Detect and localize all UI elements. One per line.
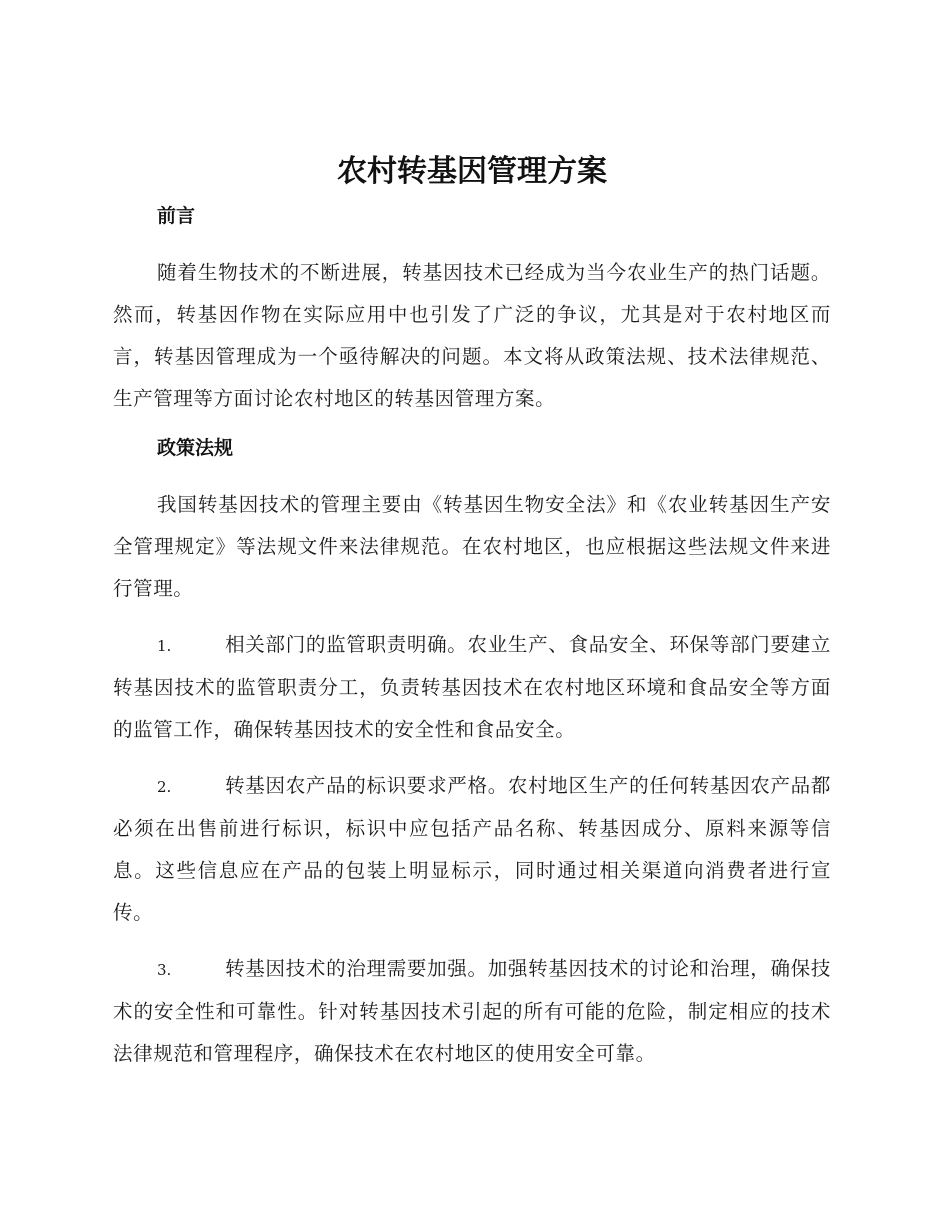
list-item-number: 3. <box>157 961 172 979</box>
section-heading-preface: 前言 <box>157 205 196 227</box>
list-item-text: 相关部门的监管职责明确。农业生产、食品安全、环保等部门要建立转基因技术的监管职责分工，负责转基因技术在农村地区环境和食品安全等方面的监管工作，确保转基因技术的安全性和食品安全。 <box>113 633 831 741</box>
section-preface <box>113 202 831 420</box>
list-item-text: 转基因技术的治理需要加强。加强转基因技术的讨论和治理，确保技术的安全性和可靠性。针对转基因技术引起的所有可能的危险，制定相应的技术法律规范和管理程序，确保技术在农村地区的使用安全可靠。 <box>113 957 831 1065</box>
document-page <box>113 150 831 1089</box>
preface-paragraph: 随着生物技术的不断进展，转基因技术已经成为当今农业生产的热门话题。然而，转基因作物在实际应用中也引发了广泛的争议，尤其是对于农村地区而言，转基因管理成为一个亟待解决的问题。本文将从政策法规、技术法律规范、生产管理等方面讨论农村地区的转基因管理方案。 <box>113 261 831 410</box>
list-item <box>113 624 831 751</box>
section-policy <box>113 434 831 1075</box>
list-item-number: 1. <box>157 637 172 655</box>
list-item-number: 2. <box>157 778 172 796</box>
policy-paragraph: 我国转基因技术的管理主要由《转基因生物安全法》和《农业转基因生产安全管理规定》等法规文件来法律规范。在农村地区，也应根据这些法规文件来进行管理。 <box>113 493 831 600</box>
list-item-text: 转基因农产品的标识要求严格。农村地区生产的任何转基因农产品都必须在出售前进行标识，标识中应包括产品名称、转基因成分、原料来源等信息。这些信息应在产品的包装上明显标示，同时通过相关渠道向消费者进行宣传。 <box>113 774 831 924</box>
section-heading-policy: 政策法规 <box>157 437 234 459</box>
list-item <box>113 765 831 934</box>
list-item <box>113 948 831 1075</box>
document-title: 农村转基因管理方案 <box>337 154 607 189</box>
